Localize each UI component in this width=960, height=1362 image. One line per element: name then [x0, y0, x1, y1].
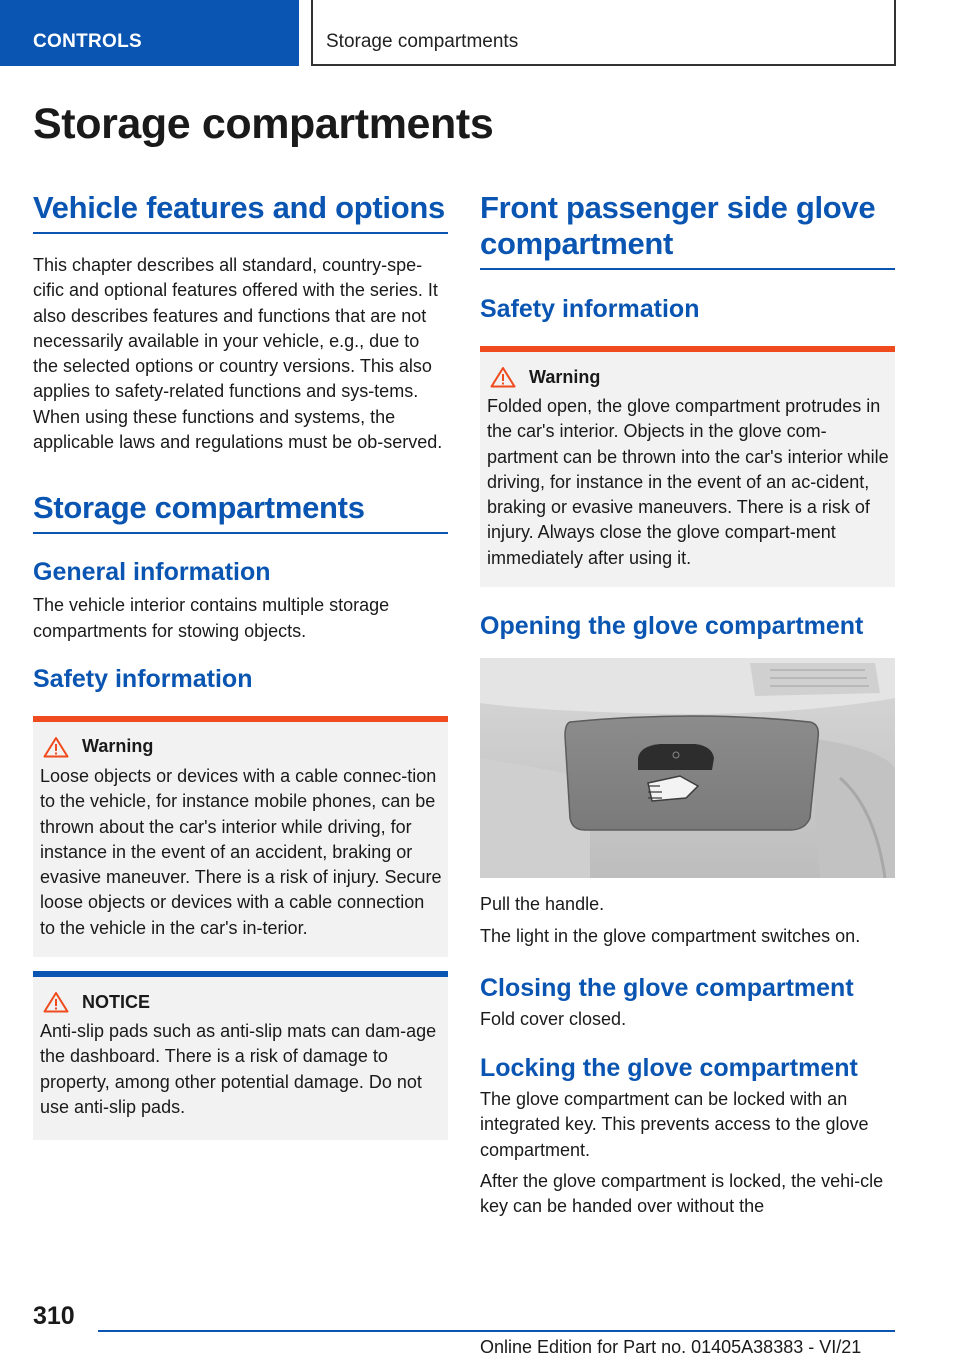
paragraph-locking-1: The glove compartment can be locked with an integrated key. This prevents access to the glove compartment.: [480, 1088, 869, 1160]
glove-warning-header: [490, 366, 889, 388]
notice-box: [33, 971, 448, 1140]
glove-warning-box: [480, 346, 895, 587]
warning-box: [33, 716, 448, 957]
right-column: [480, 190, 895, 1219]
glove-compartment-illustration: [480, 658, 895, 878]
notice-triangle-icon: [43, 991, 69, 1013]
heading-closing: Closing the glove compartment: [480, 973, 854, 1002]
glove-warning-title: Warning: [529, 366, 601, 387]
heading-storage-compartments: Storage compartments: [33, 490, 448, 534]
topic-tab: Storage compartments: [311, 0, 896, 66]
heading-opening: Opening the glove compartment: [480, 612, 864, 641]
paragraph-light: The light in the glove compartment switches on.: [480, 926, 861, 947]
heading-safety-information-right: Safety information: [480, 295, 700, 323]
edition-info: Online Edition for Part no. 01405A38383 - VI/21: [480, 1337, 862, 1357]
notice-title: NOTICE: [82, 991, 151, 1012]
heading-glove-compartment: Front passenger side glove compartment: [480, 190, 895, 270]
glove-compartment-photo: [480, 658, 895, 878]
warning-text: Loose objects or devices with a cable connec-tion to the vehicle, for instance mobile phones, can be thrown about the car's interior while driving, for instance in the event of an accident, braking or evasive maneuver. There is a risk of injury. Secure loose objects or devices with a cable connection to the vehicle in the car's in-terior.: [40, 765, 442, 938]
heading-safety-information: Safety information: [33, 664, 253, 693]
heading-vehicle-features: Vehicle features and options: [33, 190, 448, 234]
notice-header: [43, 991, 442, 1013]
page-title: Storage compartments: [33, 100, 494, 148]
warning-header: [43, 736, 442, 758]
paragraph-fold-closed: Fold cover closed.: [480, 1008, 627, 1029]
warning-title: Warning: [82, 736, 154, 757]
footer-rule: [98, 1330, 895, 1332]
heading-locking: Locking the glove compartment: [480, 1053, 858, 1082]
paragraph-general-information: The vehicle interior contains multiple storage compartments for stowing objects.: [33, 595, 390, 641]
section-tab: CONTROLS: [0, 0, 299, 66]
page-number: 310: [33, 1302, 75, 1330]
paragraph-pull-handle: Pull the handle.: [480, 894, 605, 915]
paragraph-vehicle-features: This chapter describes all standard, country-spe-cific and optional features offered with the series. It also describes features and functions that are not necessarily available in your vehicle, e.g., due to the selected options or country versions. This also applies to safety-related functions and sys-tems. When using these functions and systems, the applicable laws and regulations must be ob-served.: [33, 255, 443, 453]
heading-general-information: General information: [33, 558, 271, 587]
paragraph-locking-2: After the glove compartment is locked, the vehi-cle key can be handed over without the: [480, 1170, 884, 1217]
left-column: [33, 190, 448, 1140]
notice-text: Anti-slip pads such as anti-slip mats can dam-age the dashboard. There is a risk of damage to property, among other potential damage. Do not use anti-slip pads.: [40, 1021, 437, 1117]
glove-warning-text: Folded open, the glove compartment protrudes in the car's interior. Objects in the glove com-partment can be thrown into the car's interior while driving, for instance in the event of an ac-cident, braking or evasive maneuvers. There is a risk of injury. Always close the glove compart-ment immediately after using it.: [487, 396, 889, 568]
warning-triangle-icon: [43, 736, 69, 758]
warning-triangle-icon: [490, 366, 516, 388]
